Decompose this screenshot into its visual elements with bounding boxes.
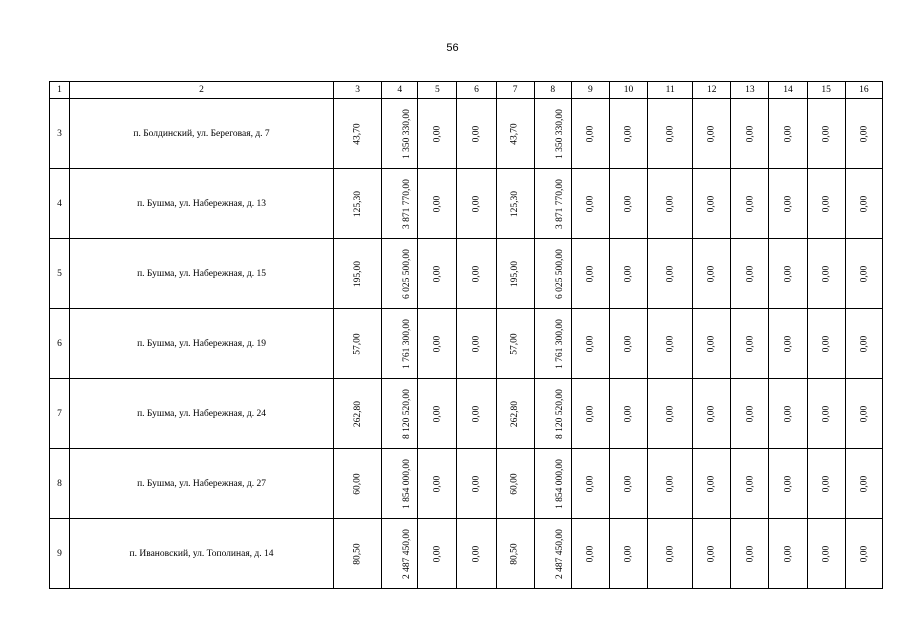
value-cell: [731, 169, 769, 239]
cell-value: 2 487 450,00: [402, 528, 413, 579]
value-cell: [731, 449, 769, 519]
value-cell: [418, 519, 457, 589]
value-cell: [648, 99, 693, 169]
cell-value: 0,00: [432, 335, 443, 352]
cell-value: 0,00: [432, 265, 443, 282]
value-cell: [845, 239, 882, 309]
cell-value: 0,00: [706, 335, 717, 352]
value-cell: [807, 379, 845, 449]
address-cell: п. Бушма, ул. Набережная, д. 19: [70, 309, 334, 379]
cell-value: 0,00: [706, 195, 717, 212]
value-cell: [807, 99, 845, 169]
table-row: [50, 379, 883, 449]
value-cell: [693, 449, 731, 519]
value-cell: [382, 239, 418, 309]
cell-value: 0,00: [665, 475, 676, 492]
cell-value: 0,00: [471, 195, 482, 212]
address-cell: п. Бушма, ул. Набережная, д. 27: [70, 449, 334, 519]
value-cell: [693, 379, 731, 449]
value-cell: [534, 169, 571, 239]
data-table: [49, 81, 883, 589]
cell-value: 0,00: [665, 265, 676, 282]
cell-value: 3 871 770,00: [402, 178, 413, 229]
cell-value: 125,30: [510, 190, 521, 217]
value-cell: [731, 99, 769, 169]
value-cell: [418, 239, 457, 309]
cell-value: 8 120 520,00: [402, 388, 413, 439]
value-cell: [457, 519, 496, 589]
cell-value: 0,00: [665, 335, 676, 352]
cell-value: 0,00: [744, 125, 755, 142]
value-cell: [382, 379, 418, 449]
cell-value: 0,00: [585, 545, 596, 562]
value-cell: [382, 169, 418, 239]
value-cell: [845, 379, 882, 449]
value-cell: [648, 309, 693, 379]
cell-value: 0,00: [585, 405, 596, 422]
value-cell: [609, 379, 647, 449]
value-cell: [769, 99, 807, 169]
column-header: 15: [807, 82, 845, 99]
row-number-cell: 4: [50, 169, 70, 239]
column-header: 8: [534, 82, 571, 99]
value-cell: [609, 239, 647, 309]
cell-value: 0,00: [744, 405, 755, 422]
cell-value: 1 350 330,00: [402, 108, 413, 159]
cell-value: 0,00: [858, 475, 869, 492]
cell-value: 0,00: [471, 335, 482, 352]
row-number-cell: 9: [50, 519, 70, 589]
cell-value: 0,00: [783, 125, 794, 142]
table-header-row: [50, 82, 883, 99]
value-cell: [807, 169, 845, 239]
value-cell: [382, 99, 418, 169]
cell-value: 0,00: [623, 545, 634, 562]
column-header: 1: [50, 82, 70, 99]
column-header: 6: [457, 82, 496, 99]
value-cell: [496, 519, 534, 589]
page-number: 56: [446, 42, 459, 54]
value-cell: [648, 449, 693, 519]
value-cell: [457, 449, 496, 519]
cell-value: 0,00: [623, 265, 634, 282]
cell-value: 0,00: [821, 195, 832, 212]
value-cell: [769, 309, 807, 379]
column-header: 5: [418, 82, 457, 99]
value-cell: [609, 449, 647, 519]
value-cell: [534, 379, 571, 449]
cell-value: 1 854 000,00: [402, 458, 413, 509]
cell-value: 0,00: [821, 475, 832, 492]
value-cell: [731, 379, 769, 449]
cell-value: 0,00: [821, 405, 832, 422]
value-cell: [334, 379, 382, 449]
column-header: 3: [334, 82, 382, 99]
value-cell: [845, 99, 882, 169]
cell-value: 195,00: [352, 260, 363, 287]
value-cell: [648, 379, 693, 449]
value-cell: [807, 239, 845, 309]
column-header: 2: [70, 82, 334, 99]
cell-value: 0,00: [858, 125, 869, 142]
cell-value: 125,30: [352, 190, 363, 217]
value-cell: [496, 309, 534, 379]
address-cell: п. Бушма, ул. Набережная, д. 13: [70, 169, 334, 239]
row-number-cell: 6: [50, 309, 70, 379]
value-cell: [334, 239, 382, 309]
cell-value: 0,00: [706, 265, 717, 282]
row-number-cell: 5: [50, 239, 70, 309]
value-cell: [382, 309, 418, 379]
column-header: 7: [496, 82, 534, 99]
cell-value: 0,00: [858, 335, 869, 352]
cell-value: 1 854 000,00: [554, 458, 565, 509]
cell-value: 8 120 520,00: [554, 388, 565, 439]
value-cell: [807, 309, 845, 379]
cell-value: 0,00: [585, 475, 596, 492]
value-cell: [334, 169, 382, 239]
value-cell: [534, 449, 571, 519]
cell-value: 0,00: [471, 475, 482, 492]
cell-value: 0,00: [744, 545, 755, 562]
cell-value: 0,00: [821, 265, 832, 282]
cell-value: 0,00: [585, 265, 596, 282]
value-cell: [609, 519, 647, 589]
cell-value: 3 871 770,00: [554, 178, 565, 229]
cell-value: 0,00: [744, 335, 755, 352]
cell-value: 0,00: [585, 335, 596, 352]
value-cell: [334, 519, 382, 589]
cell-value: 0,00: [471, 545, 482, 562]
cell-value: 0,00: [783, 405, 794, 422]
value-cell: [693, 169, 731, 239]
table-row: [50, 169, 883, 239]
value-cell: [769, 169, 807, 239]
value-cell: [731, 239, 769, 309]
value-cell: [457, 309, 496, 379]
column-header: 13: [731, 82, 769, 99]
value-cell: [496, 449, 534, 519]
row-number-cell: 3: [50, 99, 70, 169]
cell-value: 0,00: [471, 125, 482, 142]
value-cell: [769, 379, 807, 449]
cell-value: 60,00: [510, 472, 521, 495]
cell-value: 0,00: [821, 125, 832, 142]
cell-value: 0,00: [706, 475, 717, 492]
cell-value: 0,00: [623, 125, 634, 142]
cell-value: 0,00: [665, 195, 676, 212]
value-cell: [457, 379, 496, 449]
value-cell: [457, 99, 496, 169]
cell-value: 0,00: [432, 195, 443, 212]
cell-value: 0,00: [821, 545, 832, 562]
value-cell: [534, 239, 571, 309]
value-cell: [648, 519, 693, 589]
value-cell: [571, 169, 609, 239]
value-cell: [534, 519, 571, 589]
value-cell: [769, 239, 807, 309]
cell-value: 0,00: [783, 335, 794, 352]
value-cell: [609, 99, 647, 169]
cell-value: 0,00: [471, 265, 482, 282]
address-cell: п. Бушма, ул. Набережная, д. 15: [70, 239, 334, 309]
cell-value: 0,00: [585, 125, 596, 142]
cell-value: 1 761 300,00: [554, 318, 565, 369]
cell-value: 0,00: [744, 265, 755, 282]
value-cell: [571, 519, 609, 589]
cell-value: 6 025 500,00: [402, 248, 413, 299]
cell-value: 0,00: [858, 545, 869, 562]
value-cell: [496, 379, 534, 449]
column-header: 4: [382, 82, 418, 99]
cell-value: 0,00: [858, 195, 869, 212]
value-cell: [418, 449, 457, 519]
value-cell: [845, 519, 882, 589]
value-cell: [418, 99, 457, 169]
value-cell: [334, 309, 382, 379]
column-header: 10: [609, 82, 647, 99]
value-cell: [769, 519, 807, 589]
value-cell: [845, 449, 882, 519]
value-cell: [845, 169, 882, 239]
cell-value: 0,00: [783, 265, 794, 282]
cell-value: 195,00: [510, 260, 521, 287]
value-cell: [534, 99, 571, 169]
cell-value: 57,00: [352, 332, 363, 355]
cell-value: 0,00: [858, 265, 869, 282]
value-cell: [845, 309, 882, 379]
cell-value: 0,00: [623, 335, 634, 352]
value-cell: [609, 309, 647, 379]
column-header: 12: [693, 82, 731, 99]
cell-value: 0,00: [783, 545, 794, 562]
value-cell: [648, 169, 693, 239]
value-cell: [457, 239, 496, 309]
cell-value: 2 487 450,00: [554, 528, 565, 579]
cell-value: 0,00: [471, 405, 482, 422]
value-cell: [457, 169, 496, 239]
row-number-cell: 7: [50, 379, 70, 449]
value-cell: [382, 519, 418, 589]
table-row: [50, 99, 883, 169]
value-cell: [807, 519, 845, 589]
cell-value: 0,00: [665, 405, 676, 422]
value-cell: [382, 449, 418, 519]
value-cell: [496, 239, 534, 309]
table-row: [50, 239, 883, 309]
cell-value: 0,00: [706, 125, 717, 142]
cell-value: 1 350 330,00: [554, 108, 565, 159]
value-cell: [571, 99, 609, 169]
value-cell: [571, 309, 609, 379]
cell-value: 0,00: [432, 545, 443, 562]
value-cell: [334, 449, 382, 519]
cell-value: 0,00: [665, 545, 676, 562]
value-cell: [534, 309, 571, 379]
cell-value: 262,80: [510, 400, 521, 427]
value-cell: [571, 239, 609, 309]
value-cell: [418, 309, 457, 379]
column-header: 9: [571, 82, 609, 99]
cell-value: 0,00: [744, 195, 755, 212]
cell-value: 0,00: [783, 475, 794, 492]
cell-value: 1 761 300,00: [402, 318, 413, 369]
cell-value: 0,00: [432, 475, 443, 492]
value-cell: [418, 379, 457, 449]
address-cell: п. Бушма, ул. Набережная, д. 24: [70, 379, 334, 449]
cell-value: 0,00: [432, 125, 443, 142]
cell-value: 0,00: [706, 545, 717, 562]
row-number-cell: 8: [50, 449, 70, 519]
column-header: 14: [769, 82, 807, 99]
cell-value: 0,00: [821, 335, 832, 352]
column-header: 11: [648, 82, 693, 99]
cell-value: 60,00: [352, 472, 363, 495]
cell-value: 0,00: [432, 405, 443, 422]
value-cell: [418, 169, 457, 239]
address-cell: п. Ивановский, ул. Тополиная, д. 14: [70, 519, 334, 589]
column-header: 16: [845, 82, 882, 99]
cell-value: 0,00: [623, 195, 634, 212]
cell-value: 43,70: [510, 122, 521, 145]
value-cell: [334, 99, 382, 169]
value-cell: [693, 239, 731, 309]
value-cell: [609, 169, 647, 239]
cell-value: 80,50: [510, 542, 521, 565]
cell-value: 6 025 500,00: [554, 248, 565, 299]
value-cell: [496, 169, 534, 239]
value-cell: [693, 309, 731, 379]
value-cell: [731, 519, 769, 589]
cell-value: 262,80: [352, 400, 363, 427]
value-cell: [807, 449, 845, 519]
table-row: [50, 449, 883, 519]
value-cell: [769, 449, 807, 519]
cell-value: 0,00: [665, 125, 676, 142]
cell-value: 0,00: [706, 405, 717, 422]
cell-value: 57,00: [510, 332, 521, 355]
value-cell: [571, 379, 609, 449]
cell-value: 0,00: [623, 475, 634, 492]
table-row: [50, 519, 883, 589]
table-row: [50, 309, 883, 379]
address-cell: п. Болдинский, ул. Береговая, д. 7: [70, 99, 334, 169]
value-cell: [571, 449, 609, 519]
cell-value: 80,50: [352, 542, 363, 565]
value-cell: [693, 99, 731, 169]
value-cell: [496, 99, 534, 169]
cell-value: 0,00: [585, 195, 596, 212]
cell-value: 0,00: [783, 195, 794, 212]
cell-value: 43,70: [352, 122, 363, 145]
cell-value: 0,00: [858, 405, 869, 422]
value-cell: [648, 239, 693, 309]
value-cell: [693, 519, 731, 589]
value-cell: [731, 309, 769, 379]
cell-value: 0,00: [623, 405, 634, 422]
cell-value: 0,00: [744, 475, 755, 492]
